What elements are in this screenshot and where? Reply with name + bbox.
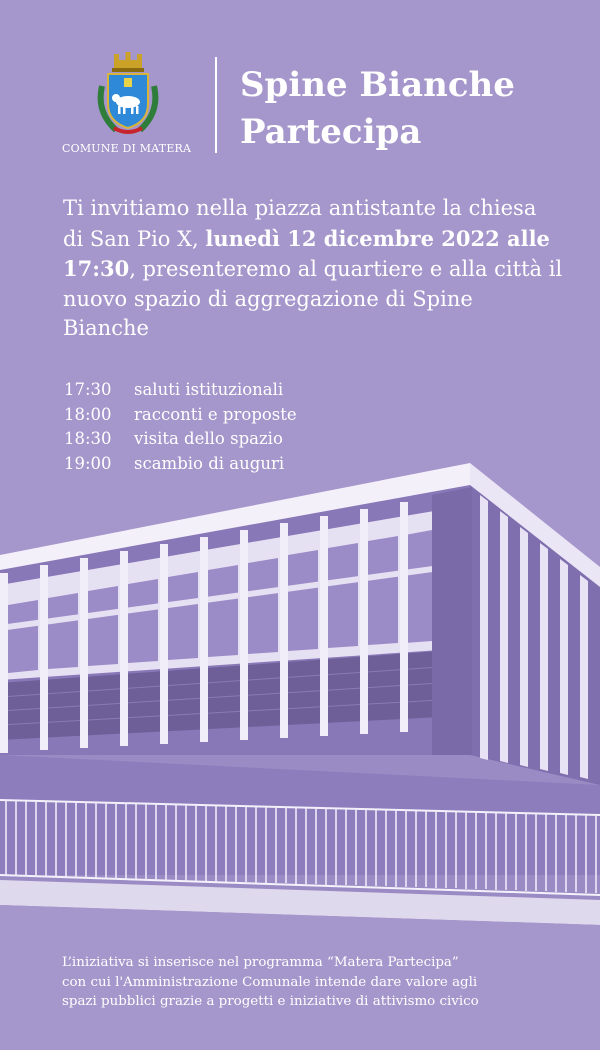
footer-line-1: L’iniziativa si inserisce nel programma “Matera Partecipa” [62,955,459,970]
municipality-name: COMUNE DI MATERA [62,142,192,155]
comune-di-matera-crest-icon [96,52,160,138]
page-title [240,62,580,156]
program-activity: visita dello spazio [134,429,283,448]
title-line-2: Partecipa [240,112,422,152]
invitation-text [63,194,563,344]
building-illustration [0,455,600,945]
title-line-1: Spine Bianche [240,65,515,105]
footer-note [62,953,562,1012]
program-time: 18:00 [64,404,112,424]
footer-line-3: spazi pubblici grazie a progetti e iniziative di attivismo civico [62,994,479,1009]
program-activity: racconti e proposte [134,404,297,424]
program-activity: scambio di auguri [134,453,285,473]
program-time: 18:30 [64,429,112,448]
program-time: 19:00 [64,453,112,473]
program-item [64,427,384,452]
program-item [64,403,384,428]
header-divider [215,57,217,153]
program-item [64,378,384,403]
program-activity: saluti istituzionali [134,380,284,399]
event-date-time: lunedì 12 dicembre 2022 alle 17:30 [63,225,550,281]
invitation-text-part-2: , presenteremo al quartiere e alla città il nuovo spazio di aggregazione di Spine Bianche [63,257,563,340]
invitation-text-part-1: Ti invitiamo nella piazza antistante la chiesa di San Pio X, [63,196,537,251]
program-time: 17:30 [64,380,112,399]
header [0,0,600,170]
footer-line-2: con cui l'Amministrazione Comunale intende dare valore agli [62,974,478,990]
